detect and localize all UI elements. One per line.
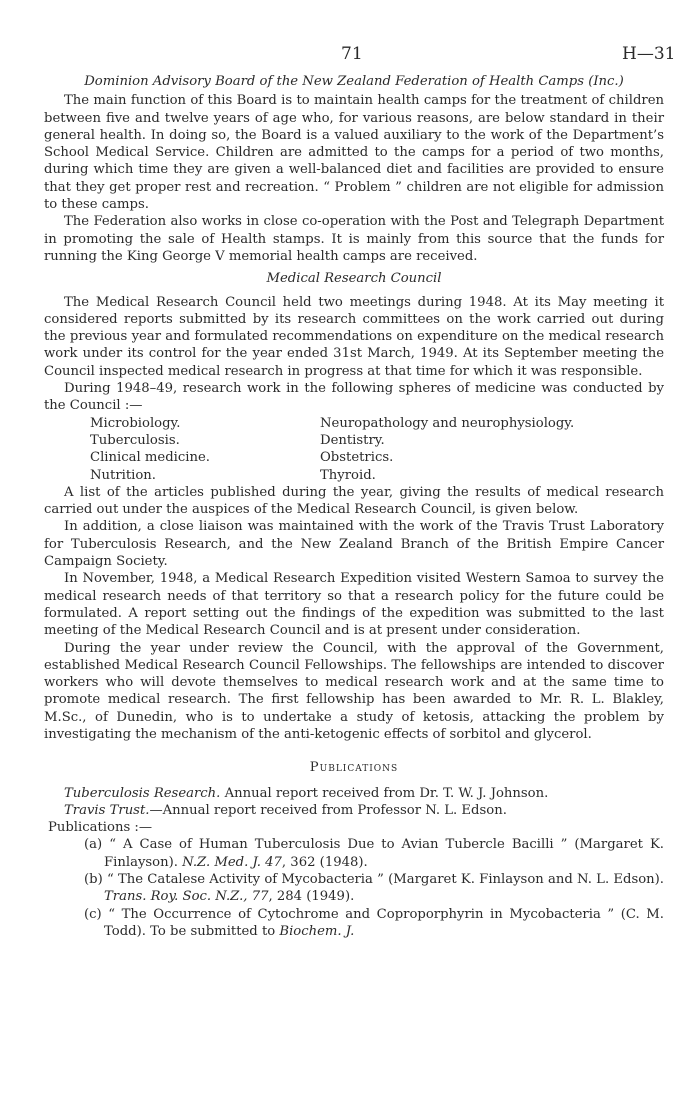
list-item: Dentistry. [320,432,385,448]
section-title-health-camps: Dominion Advisory Board of the New Zealand Federation of Health Camps (Inc.) [84,74,624,89]
item-journal: Biochem. J. [279,923,355,939]
item-volume: 47 [265,854,282,870]
paragraph: The Federation also works in close co-operation with the Post and Telegraph Department in promoting the sale of Health stamps. It is mainly from this source that the funds for running the King George V memorial health camps are received. [44,214,664,264]
publication-item [84,871,664,906]
paragraph: A list of the articles published during the year, giving the results of medical research carried out under the auspices of the Medical Research Council, is given below. [44,484,664,518]
paragraph: During the year under review the Council, with the approval of the Government, established Medical Research Council Fellowships. The fellowships are intended to discover workers who will devote themselves to medical research work and at the same time to promote medical research. The first fellowship has been awarded to Mr. R. L. Blakley, M.Sc., of Dunedin, who is to undertake a study of ketosis, attacking the problem by investigating the mechanism of the anti-ketogenic effects of sorbitol and glycerol. [44,640,664,742]
list-item: Neuropathology and neurophysiology. [320,415,575,431]
item-volume: 77 [251,889,269,905]
item-journal: Trans. Roy. Soc. N.Z., [104,889,248,905]
spheres-list [90,415,664,484]
note-text: Annual report received from Dr. T. W. J. Johnson. [224,785,549,801]
travis-trust-note [44,802,664,819]
paragraph: In November, 1948, a Medical Research Expedition visited Western Samoa to survey the medical research needs of that territory so that a research policy for the future could be formulated. A report setting out the findings of the expedition was submitted to the last meeting of the Medical Research Council and is at present under consideration. [44,571,664,639]
list-item: Obstetrics. [320,450,394,466]
list-item: Microbiology. [90,415,181,431]
publications-list-label: Publications :— [48,820,153,836]
item-title: “ A Case of Human Tuberculosis Due to Avian Tubercle Bacilli ” (Margaret K. Finlayson). [104,837,664,870]
publications-heading: Publications [309,760,399,776]
item-pages: , 284 (1949). [268,889,355,905]
publication-item [84,906,664,941]
item-title: “ The Occurrence of Cytochrome and Coproporphyrin in Mycobacteria ” (C. M. Todd). [104,906,664,939]
item-mark: (b) [84,872,103,888]
paragraph: During 1948–49, research work in the following spheres of medicine was conducted by the Council :— [44,381,664,414]
note-label: Travis Trust. [64,802,150,818]
paragraph: The Medical Research Council held two meetings during 1948. At its May meeting it considered reports submitted by its research committees on the work carried out during the previous year and formulated recommendations on expenditure on the medical research work under its control for the year ended 31st March, 1949. At its September meeting the Council inspected medical research in progress at that time for which it was responsible. [44,294,664,379]
list-item: Clinical medicine. [90,450,210,466]
paragraph: The main function of this Board is to maintain health camps for the treatment of children between five and twelve years of age who, for various reasons, are below standard in their general health. In doing so, the Board is a valued auxiliary to the work of the Department’s School Medical Service. Children are admitted to the camps for a period of two months, during which time they are given a well-balanced diet and facilities are provided to ensure that they get proper rest and recreation. “ Problem ” children are not eligible for admission to these camps. [44,93,664,213]
note-label: Tuberculosis Research. [64,785,221,801]
page-body [44,73,664,940]
item-mark: (c) [84,906,102,922]
list-item: Nutrition. [90,467,156,483]
paragraph: In addition, a close liaison was maintained with the work of the Travis Trust Laboratory for Tuberculosis Research, and the New Zealand Branch of the British Empire Cancer Campaign Society. [44,519,664,570]
section-title-medical-research: Medical Research Council [266,271,442,287]
note-text: —Annual report received from Professor N. L. Edson. [149,802,507,818]
tuberculosis-research-note [44,785,664,802]
page-number: 71 [341,44,363,64]
item-title: “ The Catalese Activity of Mycobacteria ” (Margaret K. Finlayson and N. L. Edson). [106,872,664,888]
list-item: Tuberculosis. [90,432,180,448]
item-pre: To be submitted to [150,923,276,939]
page-reference: H—31 [622,44,676,64]
item-pages: , 362 (1948). [281,854,368,870]
publication-item [84,836,664,871]
list-item: Thyroid. [320,467,376,483]
item-journal: N.Z. Med. J. [182,854,261,870]
page-header [0,44,700,64]
item-mark: (a) [84,837,103,853]
